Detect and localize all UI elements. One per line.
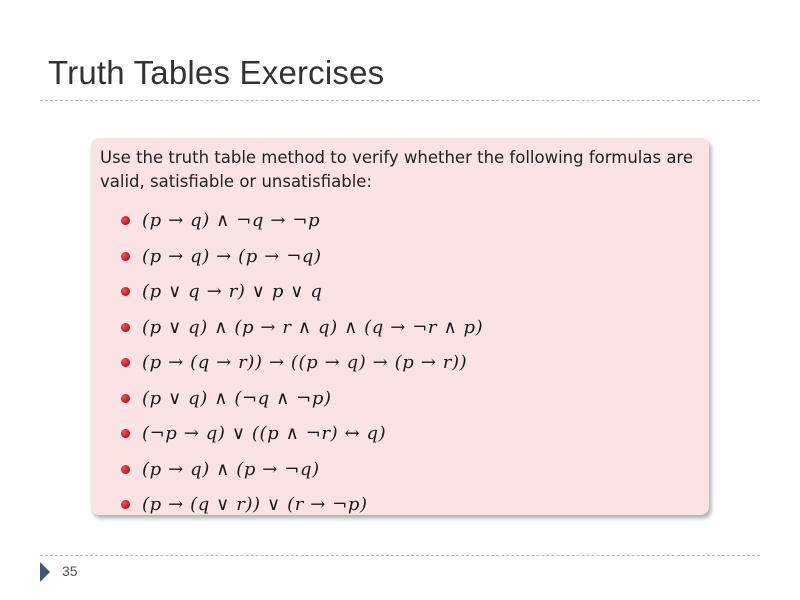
formula-text: (p → (q ∨ r)) ∨ (r → ¬p): [142, 494, 368, 516]
title-divider: [40, 100, 760, 101]
exercise-prompt: Use the truth table method to verify whether the following formulas are valid, satisfiable or unsatisfiable:: [100, 148, 694, 191]
formula-text: (¬p → q) ∨ ((p ∧ ¬r) ↔ q): [142, 423, 387, 445]
bullet-icon: [121, 394, 130, 403]
formula-item: [100, 381, 695, 417]
formula-text: (p ∨ q) ∧ (p → r ∧ q) ∧ (q → ¬r ∧ p): [142, 316, 484, 338]
bullet-icon: [121, 358, 130, 367]
formula-item: [100, 274, 695, 310]
bullet-icon: [121, 500, 130, 509]
formula-item: [100, 452, 695, 488]
formula-item: [100, 487, 695, 523]
exercise-block: [91, 138, 709, 515]
formula-list: [100, 203, 695, 523]
bullet-icon: [121, 216, 130, 225]
formula-item: [100, 345, 695, 381]
footer-divider: [40, 555, 760, 556]
slide-title: Truth Tables Exercises: [48, 54, 385, 91]
bullet-icon: [121, 465, 130, 474]
formula-item: [100, 416, 695, 452]
triangle-marker-icon: [40, 562, 50, 582]
bullet-icon: [121, 287, 130, 296]
page-number: 35: [62, 563, 78, 579]
formula-text: (p → q) ∧ (p → ¬q): [142, 458, 320, 480]
formula-item: [100, 203, 695, 239]
formula-text: (p → q) ∧ ¬q → ¬p: [142, 210, 321, 232]
bullet-icon: [121, 429, 130, 438]
formula-item: [100, 310, 695, 346]
bullet-icon: [121, 323, 130, 332]
formula-text: (p → (q → r)) → ((p → q) → (p → r)): [142, 352, 468, 374]
formula-text: (p ∨ q → r) ∨ p ∨ q: [142, 281, 323, 303]
formula-text: (p → q) → (p → ¬q): [142, 245, 322, 267]
formula-item: [100, 239, 695, 275]
bullet-icon: [121, 252, 130, 261]
formula-text: (p ∨ q) ∧ (¬q ∧ ¬p): [142, 387, 332, 409]
